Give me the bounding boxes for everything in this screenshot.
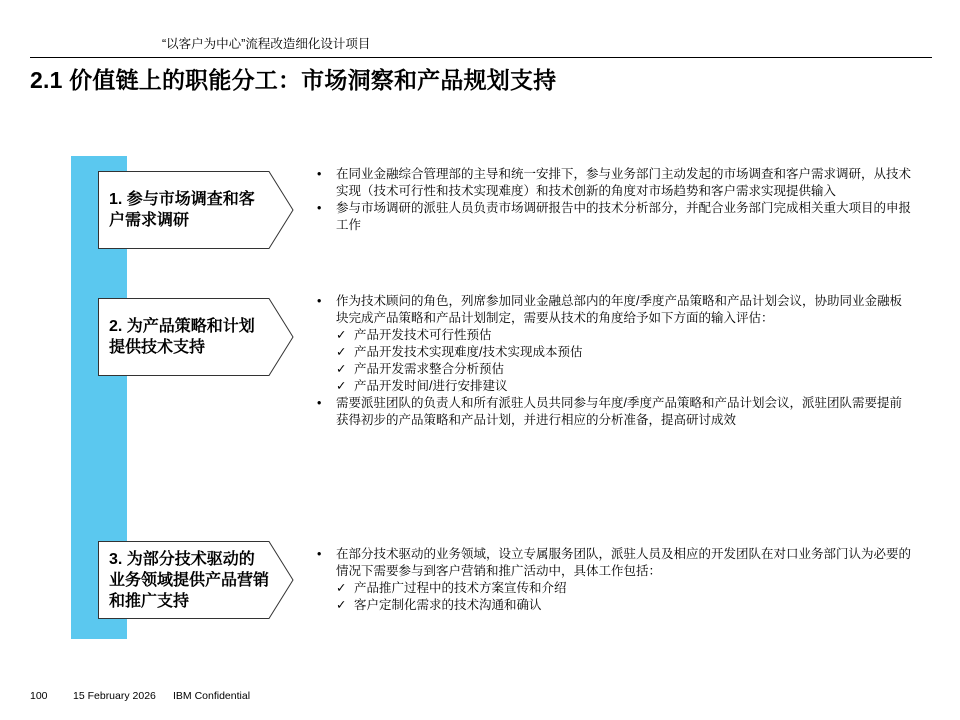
bullet-dot: •	[317, 167, 322, 181]
section-1-bullets	[314, 166, 914, 234]
check-text: 产品开发时间/进行安排建议	[354, 379, 508, 393]
check-item	[336, 580, 914, 597]
bullet-dot: •	[317, 396, 322, 410]
check-item	[336, 361, 914, 378]
check-item	[336, 327, 914, 344]
check-icon: ✓	[336, 581, 347, 595]
check-icon: ✓	[336, 379, 347, 393]
check-icon: ✓	[336, 345, 347, 359]
check-icon: ✓	[336, 328, 347, 342]
check-text: 产品推广过程中的技术方案宣传和介绍	[354, 581, 567, 595]
bullet-text: 作为技术顾问的角色，列席参加同业金融总部内的年度/季度产品策略和产品计划会议，协助同业金融板块完成产品策略和产品计划制定，需要从技术的角度给予如下方面的输入评估：	[336, 294, 902, 325]
section-2-bullets	[314, 293, 914, 429]
bullet-dot: •	[317, 547, 322, 561]
check-text: 产品开发技术实现难度/技术实现成本预估	[354, 345, 583, 359]
section-1-content	[314, 166, 914, 234]
section-2-chevron	[98, 298, 294, 376]
bullet-item	[314, 546, 914, 614]
bullet-item	[314, 395, 914, 429]
section-3-chevron	[98, 541, 294, 619]
bullet-text: 需要派驻团队的负责人和所有派驻人员共同参与年度/季度产品策略和产品计划会议，派驻团队需要提前获得初步的产品策略和产品计划，并进行相应的分析准备，提高研讨成效	[336, 396, 902, 427]
check-item	[336, 378, 914, 395]
bullet-item	[314, 293, 914, 395]
check-text: 产品开发需求整合分析预估	[354, 362, 505, 376]
bullet-item	[314, 200, 914, 234]
section-3-content	[314, 546, 914, 614]
section-3-label: 3. 为部分技术驱动的业务领域提供产品营销和推广支持	[109, 550, 270, 610]
bullet-text: 参与市场调研的派驻人员负责市场调研报告中的技术分析部分，并配合业务部门完成相关重大项目的申报工作	[336, 201, 912, 232]
check-item	[336, 344, 914, 361]
check-icon: ✓	[336, 598, 347, 612]
check-text: 产品开发技术可行性预估	[354, 328, 492, 342]
section-2-content	[314, 293, 914, 429]
bullet-dot: •	[317, 294, 322, 308]
title-rule	[30, 57, 932, 58]
bullet-item	[314, 166, 914, 200]
check-list	[336, 327, 914, 395]
footer-date: 15 February 2026	[73, 690, 156, 702]
check-text: 客户定制化需求的技术沟通和确认	[354, 598, 542, 612]
footer-confidential: IBM Confidential	[173, 690, 251, 702]
check-list	[336, 580, 914, 614]
bullet-text: 在部分技术驱动的业务领域，设立专属服务团队，派驻人员及相应的开发团队在对口业务部门认为必要的情况下需要参与到客户营销和推广活动中，具体工作包括：	[336, 547, 912, 578]
section-3-bullets	[314, 546, 914, 614]
page-title: 2.1 价值链上的职能分工：市场洞察和产品规划支持	[30, 67, 557, 93]
bullet-dot: •	[317, 201, 322, 215]
check-icon: ✓	[336, 362, 347, 376]
bullet-text: 在同业金融综合管理部的主导和统一安排下，参与业务部门主动发起的市场调查和客户需求调研，从技术实现（技术可行性和技术实现难度）和技术创新的角度对市场趋势和客户需求实现提供输入	[336, 167, 912, 198]
section-1-label: 1. 参与市场调查和客户需求调研	[109, 191, 255, 229]
footer-page-number: 100	[30, 690, 48, 702]
section-2-label: 2. 为产品策略和计划提供技术支持	[109, 318, 255, 356]
check-item	[336, 597, 914, 614]
section-1-chevron	[98, 171, 294, 249]
project-name: “以客户为中心”流程改造细化设计项目	[162, 37, 371, 51]
